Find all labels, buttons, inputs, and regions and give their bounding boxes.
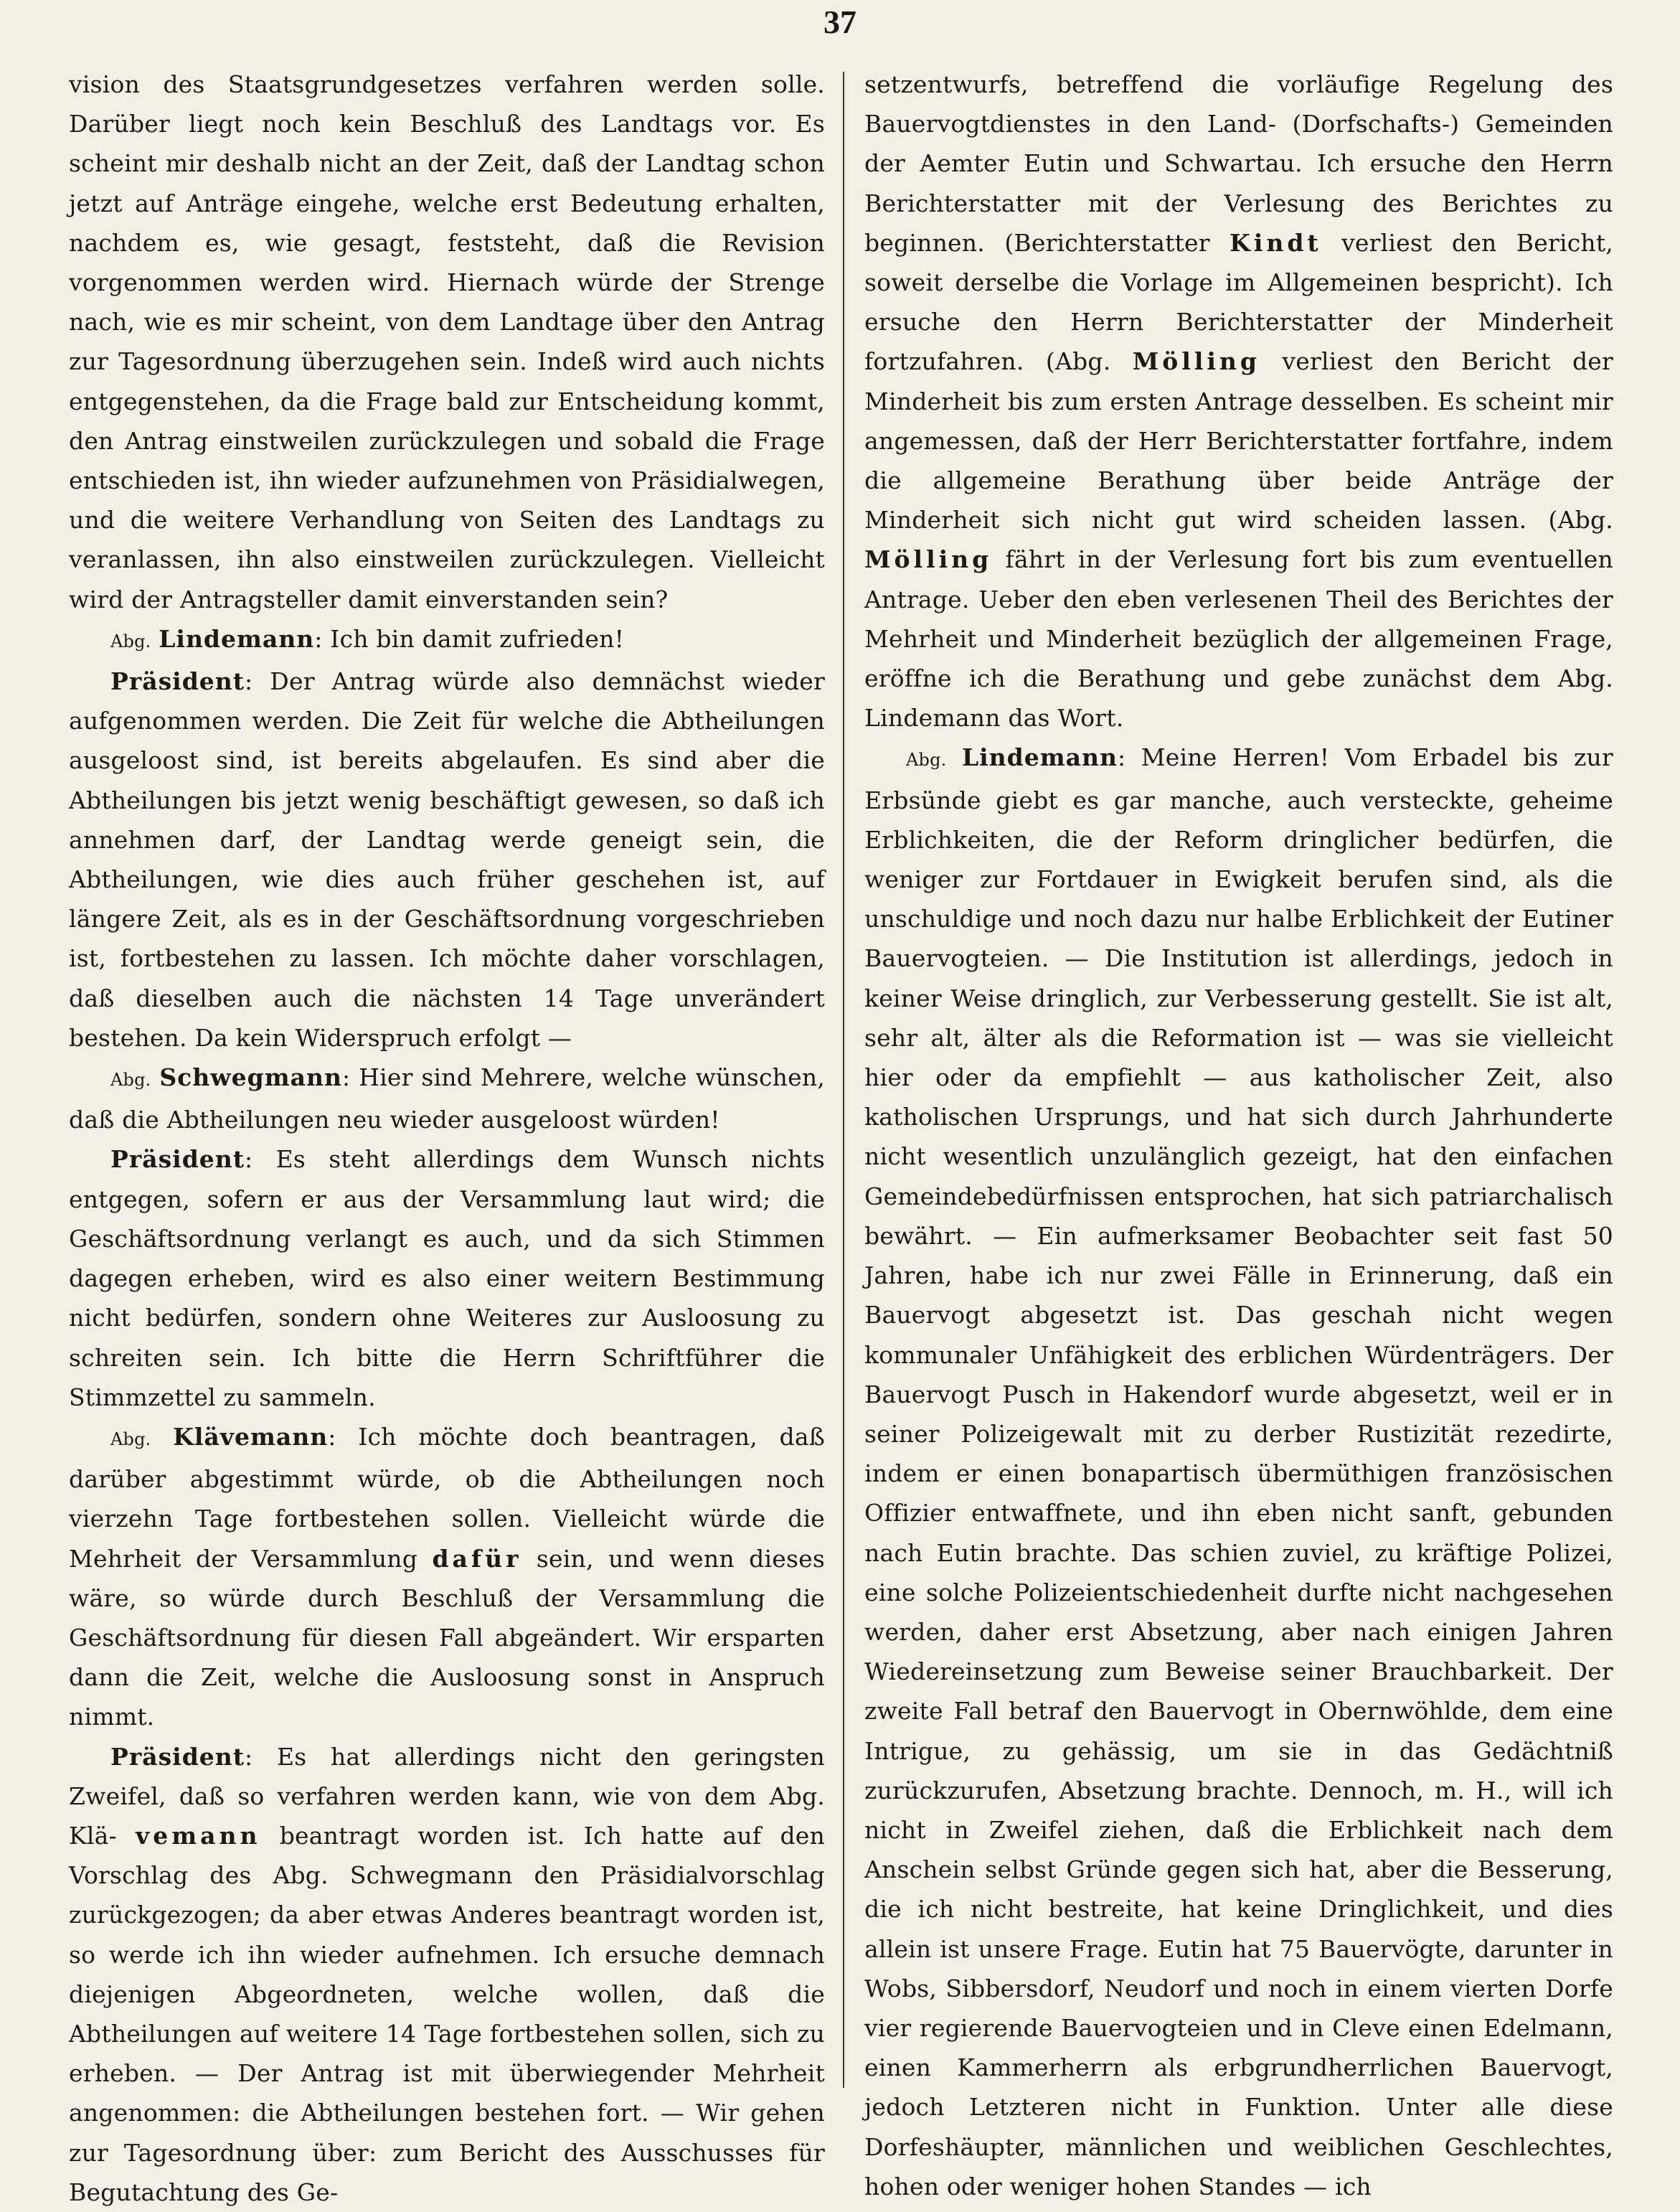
abg-prefix: Abg. bbox=[110, 631, 151, 651]
abg-prefix: Abg. bbox=[906, 750, 947, 771]
column-divider bbox=[843, 72, 844, 2088]
speaker-name: Schwegmann bbox=[159, 1063, 342, 1092]
emphasized-name: vemann bbox=[136, 1821, 261, 1850]
speaker-name: Lindemann bbox=[159, 624, 315, 653]
body-text: verliest den Bericht der Minderheit bis zum ersten Antrage desselben. Es scheint mir angemessen, daß der Herr Berichterstatter fortfahre, indem die allgemeine Berathung über beide Anträge der Minderheit sich nicht gut wird scheiden lassen. (Abg. bbox=[864, 347, 1613, 535]
speech-text: : Der Antrag würde also demnächst wieder aufgenommen werden. Die Zeit für welche die Abtheilungen ausgeloost sind, ist bereits abgelaufen. Es sind aber die Abtheilungen bis jetzt wenig beschäftigt gewesen, so daß ich annehmen darf, der Landtag werde geneigt sein, die Abtheilungen, wie dies auch früher geschehen ist, auf längere Zeit, als es in der Geschäftsordnung vorgeschrieben ist, fortbestehen zu lassen. Ich möchte daher vorschlagen, daß dieselben auch die nächsten 14 Tage unverändert bestehen. Da kein Widerspruch erfolgt — bbox=[69, 667, 825, 1052]
speaker-name: Klävemann bbox=[173, 1422, 329, 1451]
emphasized-name: Mölling bbox=[864, 545, 993, 574]
speaker-name: Lindemann bbox=[961, 743, 1118, 772]
paragraph-speech bbox=[69, 619, 825, 662]
speaker-name: Präsident bbox=[110, 1742, 245, 1771]
abg-prefix: Abg. bbox=[110, 1070, 151, 1091]
paragraph-speech bbox=[69, 662, 825, 1058]
emphasized-name: Mölling bbox=[1132, 347, 1260, 376]
right-column bbox=[864, 65, 1614, 2201]
speech-text: sein, und wenn dieses wäre, so würde durch Beschluß der Versammlung die Geschäftsordnung für diesen Fall abgeändert. Wir ersparten dann die Zeit, welche die Ausloosung sonst in Anspruch nimmt. bbox=[69, 1544, 825, 1731]
speaker-name: Präsident bbox=[110, 1145, 245, 1174]
body-text: setzentwurfs, betreffend die vorläufige Regelung des Bauervogtdienstes in den Land- (Dorfschafts-) Gemeinden der Aemter Eutin und Schwartau. Ich ersuche den Herrn Berichterstatter mit der Verlesung des Berichtes zu beginnen. (Berichterstatter bbox=[864, 70, 1613, 257]
body-text: fährt in der Verlesung fort bis zum eventuellen Antrage. Ueber den eben verlesenen Theil des Berichtes der Mehrheit und Minderheit bezüglich der allgemeinen Frage, eröffne ich die Berathung und gebe zunächst dem Abg. Lindemann das Wort. bbox=[864, 545, 1613, 733]
speech-text: : Es steht allerdings dem Wunsch nichts entgegen, sofern er aus der Versammlung laut wird; die Geschäftsordnung verlangt es auch, und da sich Stimmen dagegen erheben, wird es also einer weitern Bestimmung nicht bedürfen, sondern ohne Weiteres zur Ausloosung zu schreiten sein. Ich bitte die Herrn Schriftführer die Stimmzettel zu sammeln. bbox=[69, 1145, 825, 1411]
page-number: 37 bbox=[824, 4, 856, 40]
paragraph-speech bbox=[69, 1139, 825, 1416]
paragraph-speech bbox=[69, 1058, 825, 1139]
emphasized-word: dafür bbox=[432, 1544, 522, 1573]
emphasized-name: Kindt bbox=[1230, 228, 1322, 257]
speaker-name: Präsident bbox=[110, 667, 245, 696]
paragraph bbox=[864, 65, 1613, 738]
paragraph-speech bbox=[69, 1737, 825, 2212]
paragraph: vision des Staatsgrundgesetzes verfahren werden solle. Darüber liegt noch kein Beschluß des Landtags vor. Es scheint mir deshalb nicht an der Zeit, daß der Landtag schon jetzt auf Anträge eingehe, welche erst Bedeutung erhalten, nachdem es, wie gesagt, feststeht, daß die Revision vorgenommen werden wird. Hiernach würde der Strenge nach, wie es mir scheint, von dem Landtage über den Antrag zur Tagesordnung überzugehen sein. Indeß wird auch nichts entgegenstehen, da die Frage bald zur Entscheidung kommt, den Antrag einstweilen zurückzulegen und sobald die Frage entschieden ist, ihn wieder aufzunehmen von Präsidialwegen, und die weitere Verhandlung von Seiten des Landtags zu veranlassen, ihn also einstweilen zurückzulegen. Vielleicht wird der Antragsteller damit einverstanden sein? bbox=[69, 70, 825, 613]
speech-text: : Es hat allerdings nicht den geringsten Zweifel, daß so verfahren werden kann, wie von dem Abg. Klä- bbox=[69, 1742, 825, 1850]
speech-text: : Hier sind Mehrere, welche wünschen, daß die Abtheilungen neu wieder ausgeloost würden! bbox=[69, 1063, 825, 1134]
speech-text: beantragt worden ist. Ich hatte auf den Vorschlag des Abg. Schwegmann den Präsidialvorschlag zurückgezogen; da aber etwas Anderes beantragt worden ist, so werde ich ihn wieder aufnehmen. Ich ersuche demnach diejenigen Abgeordneten, welche wollen, daß die Abtheilungen auf weitere 14 Tage fortbestehen sollen, sich zu erheben. — Der Antrag ist mit überwiegender Mehrheit angenommen: die Abtheilungen bestehen fort. — Wir gehen zur Tagesordnung über: zum Bericht des Ausschusses für Begutachtung des Ge- bbox=[69, 1821, 825, 2206]
paragraph-speech bbox=[864, 738, 1613, 2206]
speech-text: : Meine Herren! Vom Erbadel bis zur Erbsünde giebt es gar manche, auch versteckte, geheime Erblichkeiten, die der Reform dringlicher bedürfen, die weniger zur Fortdauer in Ewigkeit berufen sind, als die unschuldige und noch dazu nur halbe Erblichkeit der Eutiner Bauervogteien. — Die Institution ist allerdings, jedoch in keiner Weise dringlich, zur Verbesserung gestellt. Sie ist alt, sehr alt, älter als die Reformation ist — was sie vielleicht hier oder da empfiehlt — aus katholischer Zeit, also katholischen Ursprungs, und hat sich durch Jahrhunderte nicht wesentlich unzulänglich gezeigt, hat den einfachen Gemeindebedürfnissen entsprochen, hat sich patriarchalisch bewährt. — Ein aufmerksamer Beobachter seit fast 50 Jahren, habe ich nur zwei Fälle in Erinnerung, daß ein Bauervogt abgesetzt ist. Das geschah nicht wegen kommunaler Unfähigkeit des erblichen Würdenträgers. Der Bauervogt Pusch in Hakendorf wurde abgesetzt, weil er in seiner Polizeigewalt mit zu derber Rustizität rezedirte, indem er einen bonapartisch übermüthigen französischen Offizier entwaffnete, und ihn eben nicht sanft, gebunden nach Eutin brachte. Das schien zuviel, zu kräftige Polizei, eine solche Polizeientschiedenheit durfte nicht nachgesehen werden, daher erst Absetzung, aber nach einigen Jahren Wiedereinsetzung zum Beweise seiner Brauchbarkeit. Der zweite Fall betraf den Bauervogt in Obernwöhlde, dem eine Intrigue, zu gehässig, um sie in das Gedächtniß zurückzurufen, Absetzung brachte. Dennoch, m. H., will ich nicht in Zweifel ziehen, daß die Erblichkeit nach dem Anschein selbst Gründe gegen sich hat, aber die Besserung, die ich nicht bestreite, hat keine Dringlichkeit, und dies allein ist unsere Frage. Eutin hat 75 Bauervögte, darunter in Wobs, Sibbersdorf, Neudorf und noch in einem vierten Dorfe vier regierende Bauervogteien und in Cleve einen Edelmann, einen Kammerherrn als erbgrundherrlichen Bauervogt, jedoch Letzteren nicht in Funktion. Unter alle diese Dorfeshäupter, männlichen und weiblichen Geschlechtes, hohen oder weniger hohen Standes — ich bbox=[864, 743, 1613, 2201]
body-text: verliest den Bericht, soweit derselbe die Vorlage im Allgemeinen bespricht). Ich ersuche den Herrn Berichterstatter der Minderheit fortzufahren. (Abg. bbox=[864, 228, 1614, 376]
paragraph-speech bbox=[69, 1417, 825, 1737]
speech-text: : Ich bin damit zufrieden! bbox=[314, 624, 625, 653]
left-column bbox=[69, 65, 825, 2206]
abg-prefix: Abg. bbox=[110, 1429, 151, 1449]
speech-text: : Ich möchte doch beantragen, daß darüber abgestimmt würde, ob die Abtheilungen noch vierzehn Tage fortbestehen sollen. Vielleicht würde die Mehrheit der Versammlung bbox=[69, 1422, 825, 1573]
